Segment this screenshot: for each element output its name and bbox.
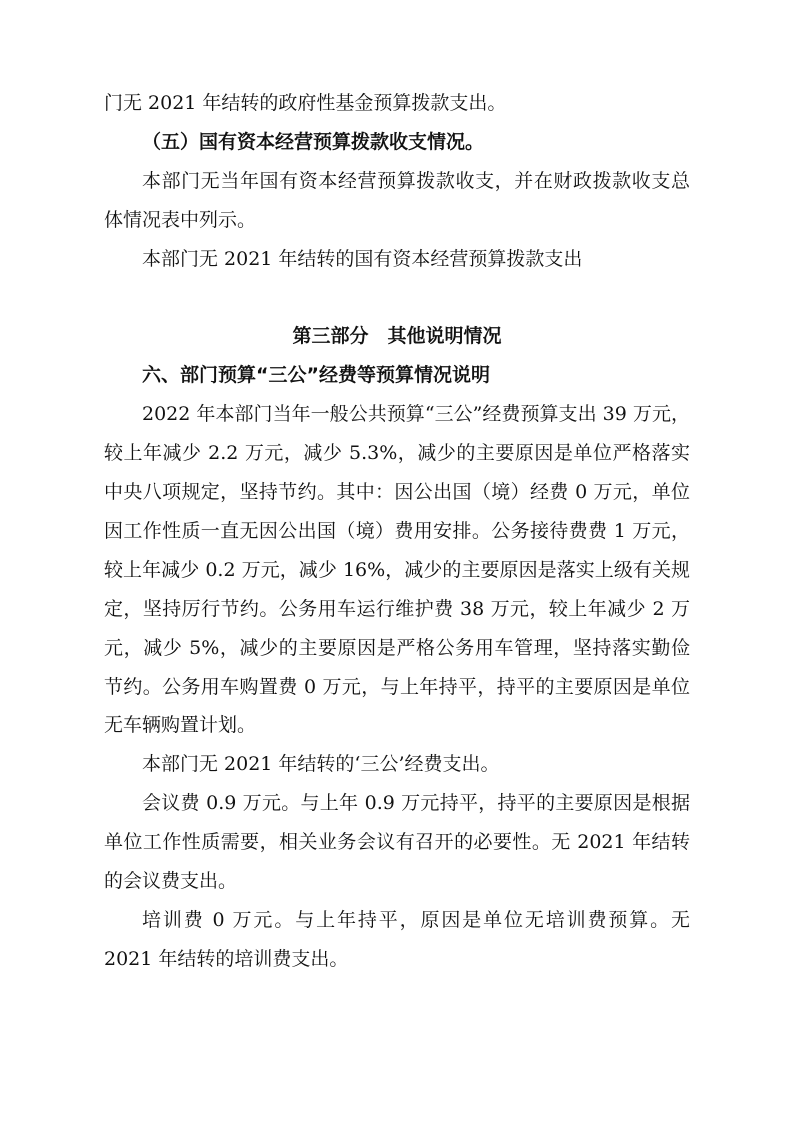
section-heading-three-public: 六、部门预算“三公”经费等预算情况说明 xyxy=(142,364,490,387)
paragraph-meeting-fee: 会议费 0.9 万元。与上年 0.9 万元持平，持平的主要原因是根据单位工作性质需要，相关业务会议有召开的必要性。无 2021 年结转的会议费支出。 xyxy=(104,792,690,893)
paragraph-state-capital-carryover: 本部门无 2021 年结转的国有资本经营预算拨款支出 xyxy=(142,247,583,270)
paragraph-state-capital-income: 本部门无当年国有资本经营预算拨款收支，并在财政拨款收支总体情况表中列示。 xyxy=(104,169,690,231)
part-three-title: 第三部分 其他说明情况 xyxy=(292,325,502,348)
spacer xyxy=(104,279,690,318)
paragraph-continuation: 门无 2021 年结转的政府性基金预算拨款支出。 xyxy=(104,92,507,114)
paragraph-training-fee: 培训费 0 万元。与上年持平，原因是单位无培训费预算。无 2021 年结转的培训费支出。 xyxy=(104,909,690,970)
document-body xyxy=(104,84,690,979)
paragraph-three-public-budget: 2022 年本部门当年一般公共预算“三公”经费预算支出 39 万元，较上年减少 2.2 万元，减少 5.3%，减少的主要原因是单位严格落实中央八项规定，坚持节约。其中：因公出国（境）经费 0 万元，单位因工作性质一直无因公出国（境）费用安排。公务接待费费 1 万元，较上年减少 0.2 万元，减少 16%，减少的主要原因是落实上级有关规定，坚持厉行节约。公务用车运行维护费 38 万元，较上年减少 2 万元，减少 5%，减少的主要原因是严格公务用车管理，坚持落实勤俭节约。公务用车购置费 0 万元，与上年持平，持平的主要原因是单位无车辆购置计划。 xyxy=(104,403,690,737)
section-heading-state-capital: （五）国有资本经营预算拨款收支情况。 xyxy=(142,130,485,153)
paragraph-three-public-carryover: 本部门无 2021 年结转的‘三公’经费支出。 xyxy=(142,753,500,776)
